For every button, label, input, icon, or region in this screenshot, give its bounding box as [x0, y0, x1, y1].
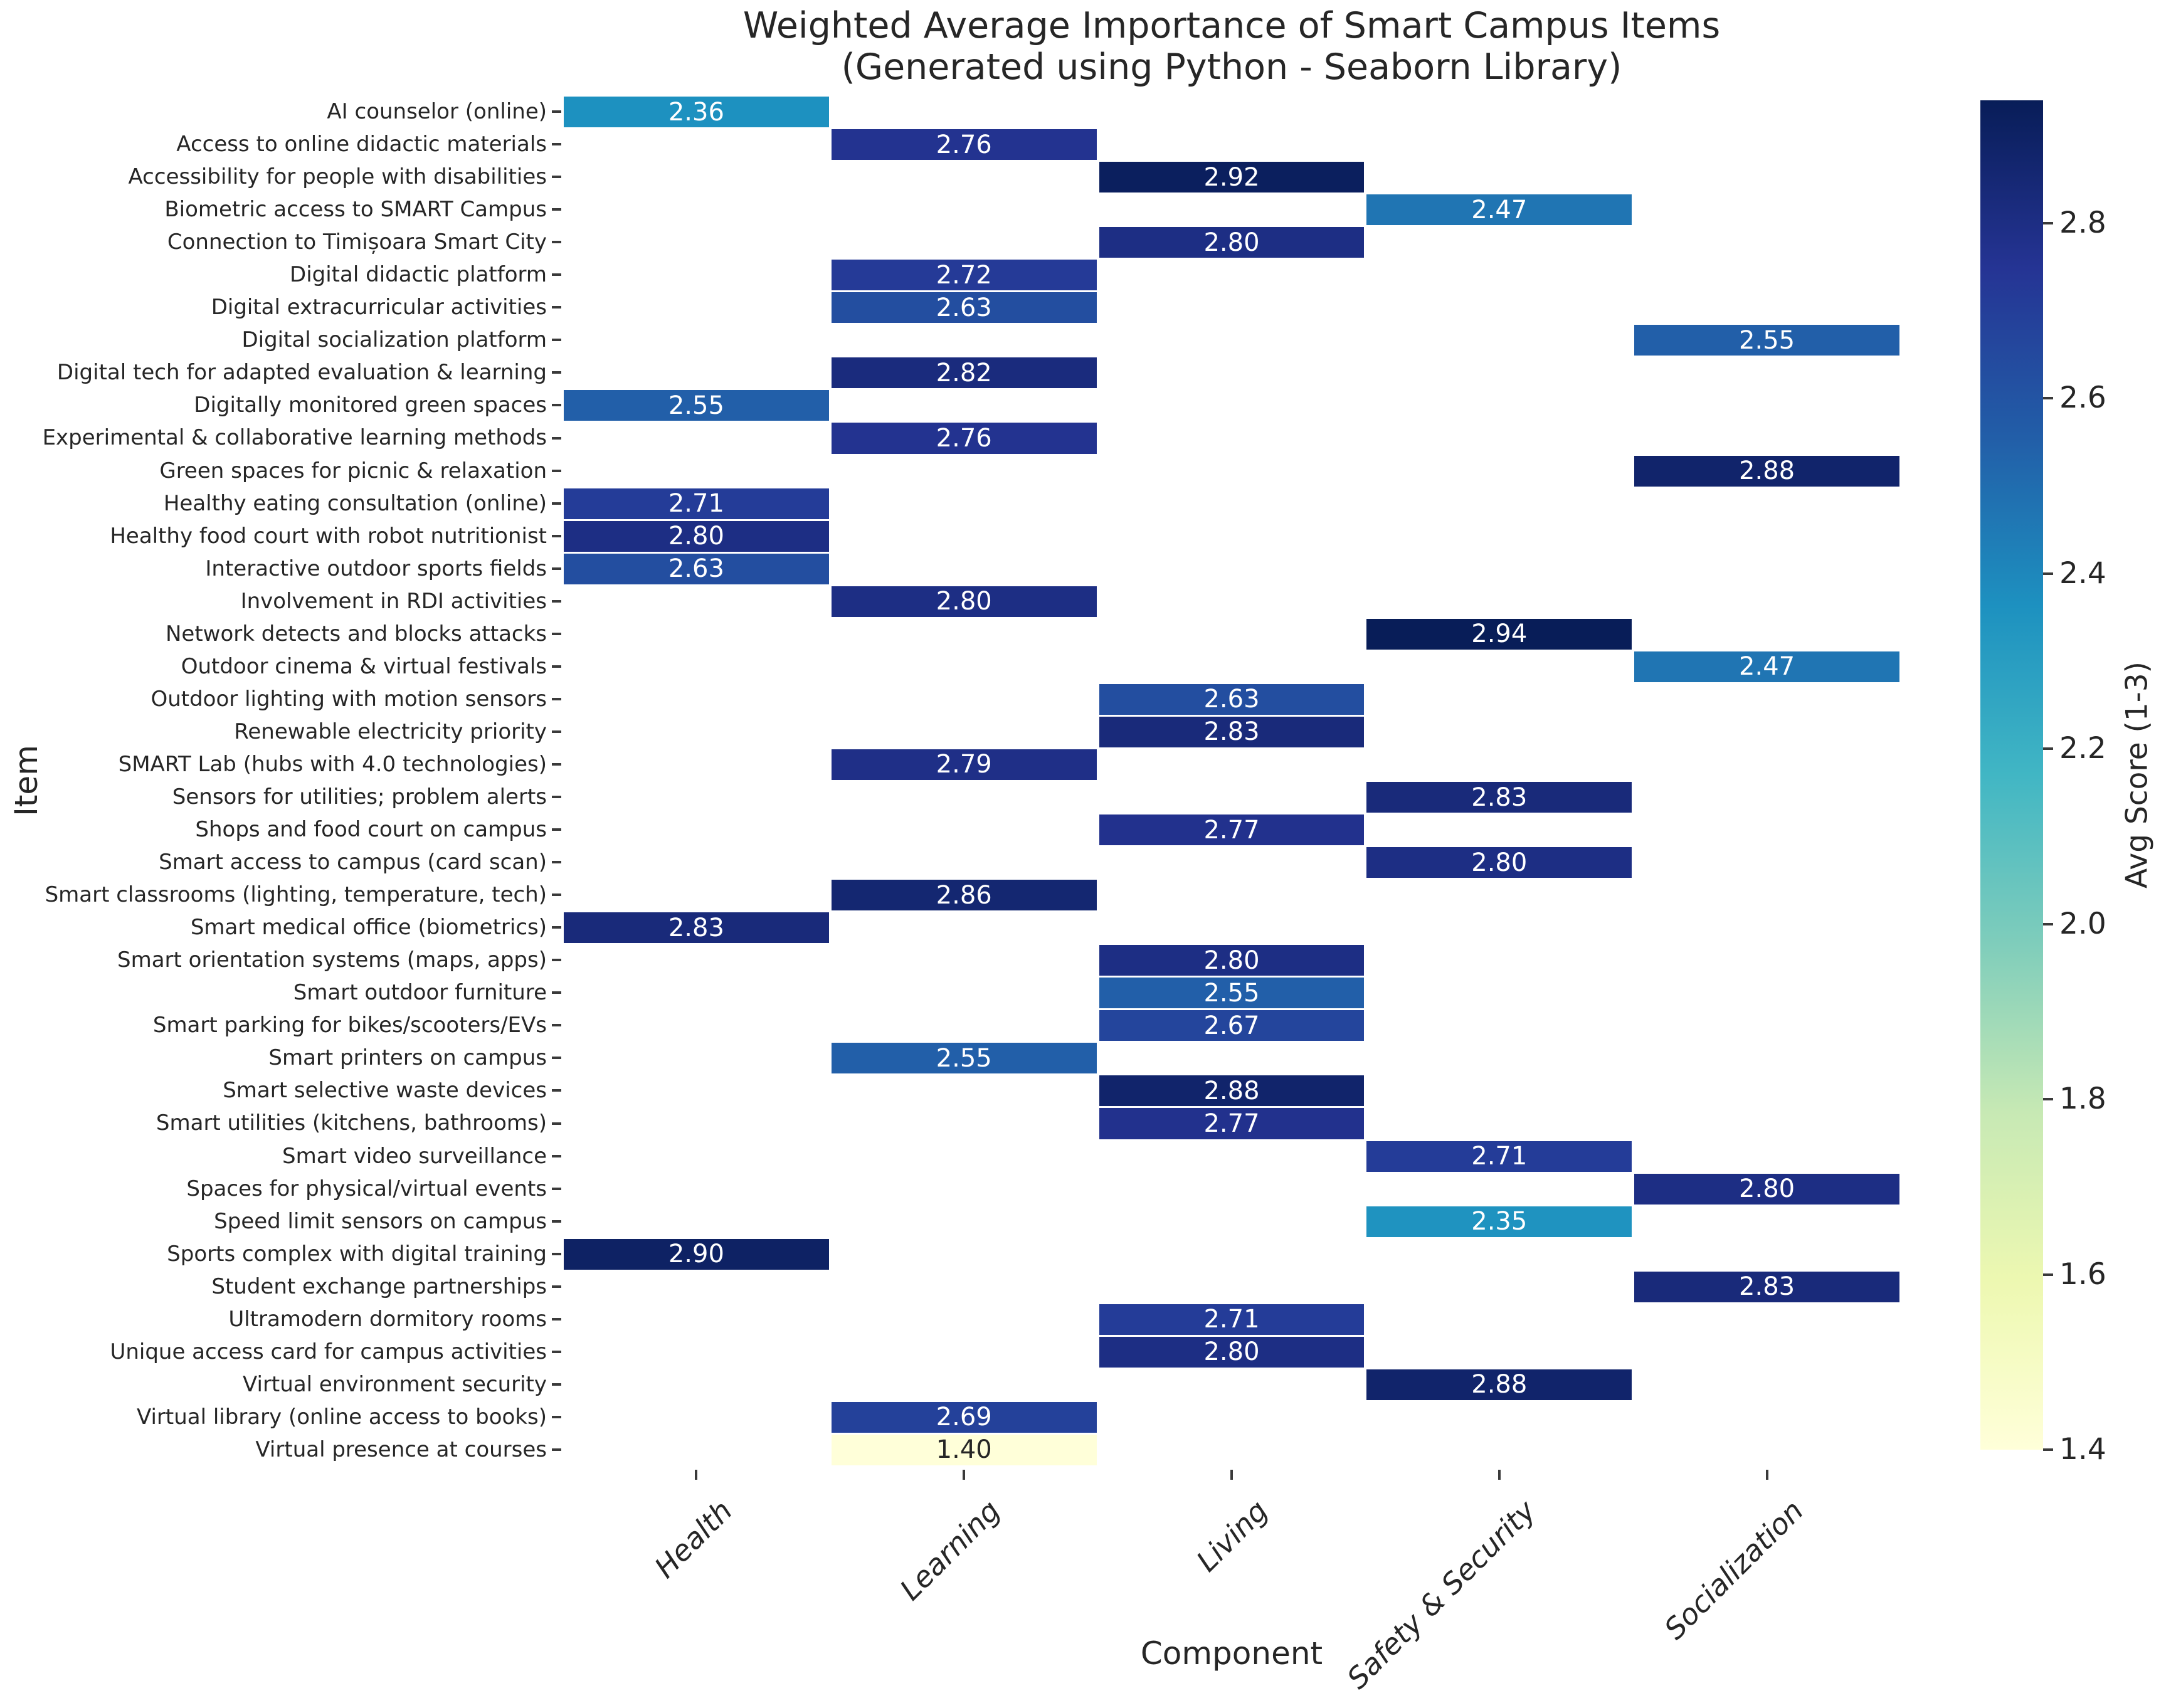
y-tick [552, 1318, 561, 1321]
heatmap-cell: 2.83 [1633, 1270, 1901, 1304]
heatmap-cell: 2.80 [563, 520, 830, 553]
colorbar-tick-label: 1.8 [2059, 1082, 2106, 1117]
y-tick [552, 273, 561, 276]
heatmap-cell: 2.83 [1098, 715, 1366, 749]
y-tick [552, 991, 561, 994]
heatmap-cell: 2.71 [563, 487, 830, 520]
y-tick [552, 306, 561, 308]
row-label: Healthy eating consultation (online) [163, 490, 547, 516]
colorbar-tick [2043, 1273, 2053, 1276]
x-tick [1498, 1470, 1501, 1480]
y-tick [552, 1024, 561, 1026]
y-tick [552, 600, 561, 603]
row-label: Spaces for physical/virtual events [186, 1176, 547, 1201]
heatmap-cell: 2.80 [830, 585, 1098, 618]
heatmap-cell: 2.36 [563, 95, 830, 129]
y-tick [552, 894, 561, 896]
heatmap-cell: 2.94 [1365, 618, 1633, 651]
heatmap-cell: 2.77 [1098, 813, 1366, 846]
colorbar-axis-label: Avg Score (1-3) [2120, 661, 2155, 889]
heatmap-cell: 2.92 [1098, 161, 1366, 194]
row-label: Connection to Timișoara Smart City [167, 229, 547, 255]
y-tick [552, 1351, 561, 1353]
y-tick [552, 110, 561, 113]
heatmap-cell: 2.55 [1633, 324, 1901, 357]
row-label: Healthy food court with robot nutritionist [110, 523, 547, 549]
row-label: Sports complex with digital training [167, 1241, 547, 1267]
row-label: Outdoor lighting with motion sensors [151, 686, 547, 712]
y-tick [552, 1285, 561, 1288]
colorbar-tick-label: 1.6 [2059, 1257, 2106, 1292]
y-tick [552, 698, 561, 700]
y-tick [552, 1383, 561, 1386]
x-tick [1766, 1470, 1768, 1480]
heatmap-cell: 2.88 [1098, 1074, 1366, 1107]
row-label: Smart video surveillance [282, 1143, 547, 1169]
y-tick [552, 502, 561, 505]
x-tick-label: Learning [893, 1494, 1007, 1607]
heatmap-cell: 2.80 [1098, 1336, 1366, 1369]
row-label: AI counselor (online) [327, 99, 547, 125]
row-label: Smart orientation systems (maps, apps) [117, 947, 547, 973]
y-tick [552, 404, 561, 406]
row-label: Speed limit sensors on campus [214, 1208, 547, 1234]
y-tick [552, 1122, 561, 1125]
heatmap-cell: 2.55 [1098, 976, 1366, 1010]
y-tick [552, 339, 561, 341]
row-label: Smart medical office (biometrics) [190, 915, 547, 941]
heatmap-cell: 2.76 [830, 128, 1098, 161]
y-tick [552, 861, 561, 863]
row-label: Digitally monitored green spaces [194, 393, 547, 418]
x-tick-label: Living [1190, 1494, 1275, 1578]
heatmap-cell: 2.80 [1098, 226, 1366, 259]
heatmap-cell: 2.80 [1365, 846, 1633, 879]
row-label: Network detects and blocks attacks [166, 621, 547, 646]
row-label: Biometric access to SMART Campus [164, 197, 547, 223]
chart-title-line1: Weighted Average Importance of Smart Campus Items [742, 5, 1721, 46]
y-tick [552, 730, 561, 733]
y-tick [552, 1155, 561, 1157]
heatmap-cell: 2.35 [1365, 1205, 1633, 1238]
row-label: Smart classrooms (lighting, temperature, tech) [45, 882, 547, 908]
row-label: Sensors for utilities; problem alerts [172, 784, 547, 810]
colorbar-tick [2043, 572, 2053, 575]
y-tick [552, 1188, 561, 1190]
row-label: Smart outdoor furniture [293, 980, 547, 1006]
heatmap-cell: 2.63 [1098, 683, 1366, 716]
heatmap-cell: 2.63 [563, 552, 830, 586]
colorbar-tick-label: 2.8 [2059, 205, 2106, 240]
x-tick-label: Socialization [1657, 1494, 1810, 1646]
heatmap-cell: 2.83 [1365, 781, 1633, 814]
y-tick [552, 437, 561, 440]
y-tick [552, 665, 561, 668]
row-label: Outdoor cinema & virtual festivals [181, 653, 547, 679]
y-tick [552, 143, 561, 145]
colorbar-tick [2043, 1448, 2053, 1451]
row-label: Unique access card for campus activities [110, 1339, 547, 1364]
x-tick [1230, 1470, 1233, 1480]
x-tick-label: Safety & Security [1340, 1494, 1542, 1695]
y-tick [552, 371, 561, 374]
y-tick [552, 1416, 561, 1418]
x-tick-label: Health [648, 1494, 739, 1585]
row-label: Virtual presence at courses [255, 1437, 547, 1462]
y-tick [552, 1448, 561, 1451]
y-tick [552, 470, 561, 472]
row-label: Digital didactic platform [290, 262, 547, 288]
heatmap-cell: 2.55 [563, 389, 830, 422]
y-tick [552, 535, 561, 537]
colorbar-tick [2043, 1098, 2053, 1100]
row-label: Renewable electricity priority [234, 719, 547, 744]
y-tick [552, 1253, 561, 1255]
y-tick [552, 633, 561, 635]
heatmap-cell: 2.72 [830, 258, 1098, 292]
colorbar-gradient [1980, 100, 2043, 1450]
y-tick [552, 241, 561, 243]
colorbar-tick-label: 2.2 [2059, 731, 2106, 766]
colorbar-tick [2043, 222, 2053, 224]
heatmap-cell: 2.47 [1633, 650, 1901, 683]
row-label: SMART Lab (hubs with 4.0 technologies) [118, 751, 547, 777]
y-tick [552, 567, 561, 570]
y-tick [552, 1220, 561, 1223]
colorbar-tick [2043, 397, 2053, 399]
row-label: Accessibility for people with disabilities [128, 164, 547, 190]
heatmap-cell: 2.90 [563, 1238, 830, 1271]
heatmap-cell: 1.40 [830, 1433, 1098, 1467]
heatmap-cell: 2.80 [1633, 1173, 1901, 1206]
row-label: Digital tech for adapted evaluation & learning [56, 360, 547, 386]
colorbar-tick-label: 2.4 [2059, 556, 2106, 591]
heatmap-cell: 2.63 [830, 291, 1098, 324]
y-tick [552, 1089, 561, 1092]
x-tick [963, 1470, 965, 1480]
row-label: Virtual environment security [243, 1371, 547, 1397]
chart-title [563, 5, 1901, 88]
heatmap-cell: 2.76 [830, 421, 1098, 455]
row-label: Student exchange partnerships [211, 1273, 547, 1299]
chart-title-line2: (Generated using Python - Seaborn Library) [841, 46, 1622, 88]
y-tick [552, 763, 561, 766]
colorbar-tick-label: 2.6 [2059, 381, 2106, 416]
y-tick [552, 208, 561, 211]
heatmap-cell: 2.77 [1098, 1107, 1366, 1140]
y-tick [552, 926, 561, 929]
row-label: Smart parking for bikes/scooters/EVs [152, 1013, 547, 1038]
heatmap-cell: 2.71 [1365, 1140, 1633, 1173]
y-axis-label: Item [8, 745, 45, 816]
heatmap-cell: 2.80 [1098, 944, 1366, 977]
row-label: Digital extracurricular activities [211, 295, 547, 320]
row-label: Experimental & collaborative learning methods [42, 425, 547, 451]
y-tick [552, 1057, 561, 1059]
y-tick [552, 828, 561, 831]
row-label: Smart selective waste devices [223, 1078, 547, 1104]
row-label: Access to online didactic materials [176, 132, 547, 157]
heatmap-cell: 2.88 [1633, 455, 1901, 488]
row-label: Involvement in RDI activities [240, 588, 547, 614]
heatmap-cell: 2.88 [1365, 1368, 1633, 1401]
heatmap-cell: 2.79 [830, 748, 1098, 781]
y-tick [552, 176, 561, 178]
heatmap-cell: 2.82 [830, 356, 1098, 389]
row-label: Green spaces for picnic & relaxation [159, 458, 547, 483]
row-label: Digital socialization platform [241, 327, 547, 353]
row-label: Shops and food court on campus [195, 817, 547, 843]
row-label: Smart printers on campus [268, 1045, 547, 1071]
heatmap-cell: 2.47 [1365, 193, 1633, 226]
y-tick [552, 959, 561, 961]
row-label: Interactive outdoor sports fields [205, 556, 547, 581]
colorbar-tick [2043, 923, 2053, 925]
colorbar-tick-label: 2.0 [2059, 906, 2106, 941]
colorbar-tick-label: 1.4 [2059, 1432, 2106, 1467]
heatmap-cell: 2.86 [830, 878, 1098, 912]
heatmap-cell: 2.67 [1098, 1009, 1366, 1042]
x-tick [695, 1470, 697, 1480]
heatmap-cell: 2.83 [563, 911, 830, 944]
row-label: Smart access to campus (card scan) [159, 850, 547, 875]
heatmap-cell: 2.55 [830, 1041, 1098, 1075]
row-label: Smart utilities (kitchens, bathrooms) [156, 1110, 547, 1136]
x-axis-label: Component [1140, 1635, 1323, 1672]
row-label: Virtual library (online access to books) [136, 1404, 547, 1430]
heatmap-cell: 2.69 [830, 1401, 1098, 1434]
y-tick [552, 796, 561, 798]
heatmap-cell: 2.71 [1098, 1303, 1366, 1336]
colorbar-tick [2043, 747, 2053, 750]
row-label: Ultramodern dormitory rooms [228, 1306, 547, 1332]
